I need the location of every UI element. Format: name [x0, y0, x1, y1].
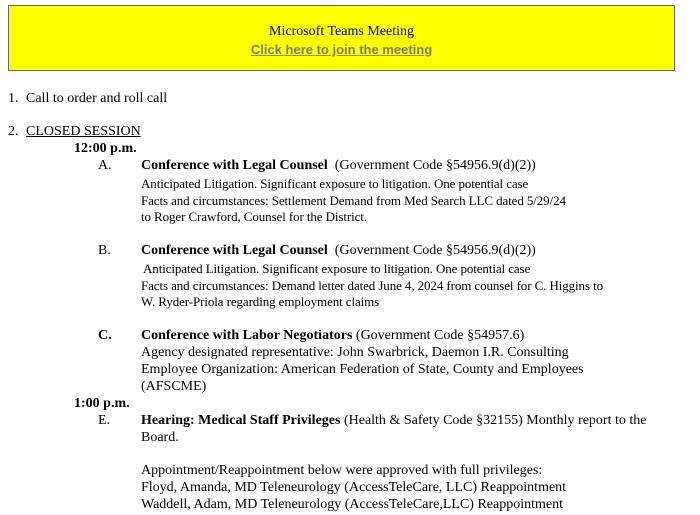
item-c-line-3: (AFSCME) [141, 379, 207, 394]
item-c-title: Conference with Labor Negotiators [141, 328, 353, 343]
privilege-row-1: Floyd, Amanda, MD Teleneurology (AccessTeleCare, LLC) Reappointment [141, 480, 567, 495]
item-b-letter: B. [98, 243, 111, 258]
item-c-line-2: Employee Organization: American Federation of State, County and Employees [141, 362, 584, 377]
item-b-line-2: Facts and circumstances: Demand letter dated June 4, 2024 from counsel for C. Higgins to [141, 278, 603, 293]
privilege-row-2: Waddell, Adam, MD Teleneurology (AccessTeleCare,LLC) Reappointment [141, 497, 563, 512]
item-2-number: 2. [8, 124, 19, 139]
item-b-code: (Government Code §54956.9(d)(2)) [334, 243, 536, 258]
item-a-line-2: Facts and circumstances: Settlement Demand from Med Search LLC dated 5/29/24 [141, 193, 566, 208]
item-e-line-2: Appointment/Reappointment below were approved with full privileges: [141, 463, 543, 478]
item-a-letter: A. [98, 158, 112, 173]
banner-title: Microsoft Teams Meeting [269, 24, 414, 39]
item-e-code: (Health & Safety Code §32155) Monthly report to the [343, 413, 647, 428]
teams-meeting-banner [8, 5, 675, 71]
time-1pm: 1:00 p.m. [74, 396, 130, 411]
item-a-line-3: to Roger Crawford, Counsel for the District. [141, 209, 367, 224]
item-b-line-1: Anticipated Litigation. Significant exposure to litigation. One potential case [143, 261, 531, 276]
item-c-line-1: Agency designated representative: John Swarbrick, Daemon I.R. Consulting [141, 345, 569, 360]
item-e-title: Hearing: Medical Staff Privileges [141, 413, 341, 428]
item-a-title: Conference with Legal Counsel [141, 158, 328, 173]
item-c-code: (Government Code §54957.6) [355, 328, 525, 343]
item-a-line-1: Anticipated Litigation. Significant exposure to litigation. One potential case [141, 176, 529, 191]
item-b-heading [141, 243, 536, 259]
item-e-letter: E. [98, 413, 111, 428]
closed-session-heading: CLOSED SESSION [26, 124, 141, 139]
item-b-line-3: W. Ryder-Priola regarding employment claims [141, 294, 380, 309]
item-c-heading [141, 328, 524, 344]
item-1-text: Call to order and roll call [26, 91, 168, 106]
item-e-line-1: Board. [141, 430, 179, 445]
item-a-heading [141, 158, 536, 174]
item-c-letter: C. [98, 328, 112, 343]
item-e-heading [141, 413, 646, 429]
item-1-number: 1. [8, 91, 19, 106]
time-12pm: 12:00 p.m. [74, 141, 137, 156]
item-a-code: (Government Code §54956.9(d)(2)) [334, 158, 536, 173]
join-meeting-link[interactable]: Click here to join the meeting [250, 42, 433, 57]
item-b-title: Conference with Legal Counsel [141, 243, 328, 258]
